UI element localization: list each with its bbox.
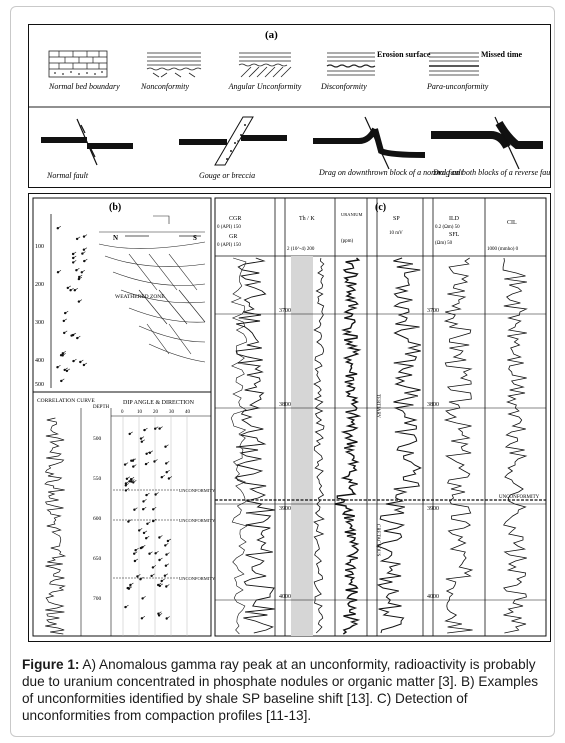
symbol-note-3: Erosion surface (377, 50, 431, 59)
header-thk-scale: 2 (10^-4) 200 (287, 247, 315, 252)
header-ild-scale: 0.2 (Ωm) 50 (435, 225, 460, 230)
fault-label-3-text: Drag on both blocks of a reverse fault (433, 168, 550, 177)
panel-lower (28, 193, 551, 642)
fault-label-2-text: Drag on downthrown block of a normal fault (319, 168, 463, 177)
panel-a-label: (a) (265, 29, 278, 41)
lower-depth-0: 500 (93, 436, 102, 442)
top-depth-3: 400 (35, 358, 44, 364)
header-sp-scale: 10 mV (389, 231, 403, 236)
sp-depth-1: 3800 (427, 402, 439, 408)
panel-b-frame (33, 198, 211, 636)
depth-c-0: 3700 (279, 308, 291, 314)
depth-c-3: 4000 (279, 594, 291, 600)
header-gr: GR (229, 234, 238, 240)
lower-depth-4: 700 (93, 596, 102, 602)
gouge-breccia-symbol (179, 117, 287, 165)
unconformity-label-c: UNCONFORMITY (499, 495, 540, 500)
lower-depth-1: 550 (93, 476, 102, 482)
sp-depth-0: 3700 (427, 308, 439, 314)
depth-c-1: 3800 (279, 402, 291, 408)
tertiary-label: TERTIARY (375, 394, 380, 419)
disconformity-symbol (327, 53, 375, 75)
panel-lower-drawing (29, 194, 550, 641)
normal-bed-boundary-symbol (49, 51, 107, 77)
nonconformity-symbol (147, 53, 201, 77)
map-label-n: N (113, 234, 119, 242)
weathered-zone-text: WEATHERED ZONE (115, 294, 165, 300)
dip-tick-4: 40 (185, 410, 190, 415)
symbol-note-4: Missed time (481, 50, 523, 59)
header-uranium: URANIUM (341, 212, 363, 217)
symbol-label-0: Normal bed boundary (49, 82, 120, 91)
top-depth-0: 100 (35, 244, 44, 250)
header-ild: ILD (449, 216, 459, 222)
symbol-label-4: Para-unconformity (427, 82, 489, 91)
symbol-label-1: Nonconformity (141, 82, 189, 91)
sp-depth-3: 4000 (427, 594, 439, 600)
normal-fault-symbol (41, 119, 133, 165)
symbol-label-2 (228, 82, 302, 91)
unconformity-label-1: UNCONFORMITY (179, 518, 216, 523)
cretaceous-label: CRETACEOUS (375, 524, 380, 557)
caption-lead: Figure 1: (22, 657, 80, 672)
depth-c-2: 3900 (279, 506, 291, 512)
depth-label: DEPTH (93, 405, 110, 410)
unconformity-label-2: UNCONFORMITY (179, 576, 216, 581)
correlation-label: CORRELATION CURVE (37, 398, 95, 404)
symbol-label-3: Disconformity (321, 82, 367, 91)
lower-depth-3: 650 (93, 556, 102, 562)
unconformity-label-0: UNCONFORMITY (179, 488, 216, 493)
header-cil: CIL (507, 220, 517, 226)
lower-depth-2: 600 (93, 516, 102, 522)
top-depth-2: 300 (35, 320, 44, 326)
panel-c-label: (c) (375, 202, 387, 213)
header-cgr-scale: 0 (API) 150 (217, 225, 241, 230)
top-depth-4: 500 (35, 382, 44, 388)
angular-unconformity-symbol (239, 53, 291, 77)
weathered-zone-label (115, 294, 165, 300)
header-gr-scale: 0 (API) 150 (217, 243, 241, 248)
dip-label: DIP ANGLE & DIRECTION (123, 400, 194, 406)
fault-label-0: Normal fault (47, 171, 89, 180)
panel-b-label: (b) (109, 202, 122, 213)
thk-shading (291, 256, 313, 636)
figure-caption (22, 656, 552, 724)
header-sfl-scale: (Ωm) 50 (435, 241, 453, 246)
map-label-s: S (193, 234, 197, 242)
para-unconformity-symbol (429, 53, 479, 75)
fault-label-3 (432, 168, 550, 177)
header-sp: SP (393, 216, 400, 222)
symbol-label-2-text: Angular Unconformity (228, 82, 302, 91)
header-thk: Th / K (299, 216, 315, 222)
dip-tick-0: 0 (121, 410, 124, 415)
sp-depth-2: 3900 (427, 506, 439, 512)
panel-a-drawing (29, 25, 550, 187)
fault-label-1: Gouge or breccia (199, 171, 256, 180)
header-cil-scale: 1000 (mmho) 0 (487, 247, 519, 252)
header-sfl: SFL (449, 232, 460, 238)
dip-tick-1: 10 (137, 410, 142, 415)
top-depth-1: 200 (35, 282, 44, 288)
header-cgr: CGR (229, 216, 242, 222)
panel-a (28, 24, 551, 188)
drag-reverse-fault-symbol (431, 117, 543, 169)
dip-tick-3: 30 (169, 410, 174, 415)
dip-tick-2: 20 (153, 410, 158, 415)
caption-text: A) Anomalous gamma ray peak at an unconformity, radioactivity is probably due to uranium concentrated in phosphate nodules or organic matter [3]. B) Examples of unconformities identified by shale SP baseline shift [13]. C) Detection of unconformities from compaction profiles [11-13]. (22, 657, 539, 723)
header-u-scale: (ppm) (341, 239, 354, 244)
drag-normal-fault-symbol (313, 117, 425, 169)
